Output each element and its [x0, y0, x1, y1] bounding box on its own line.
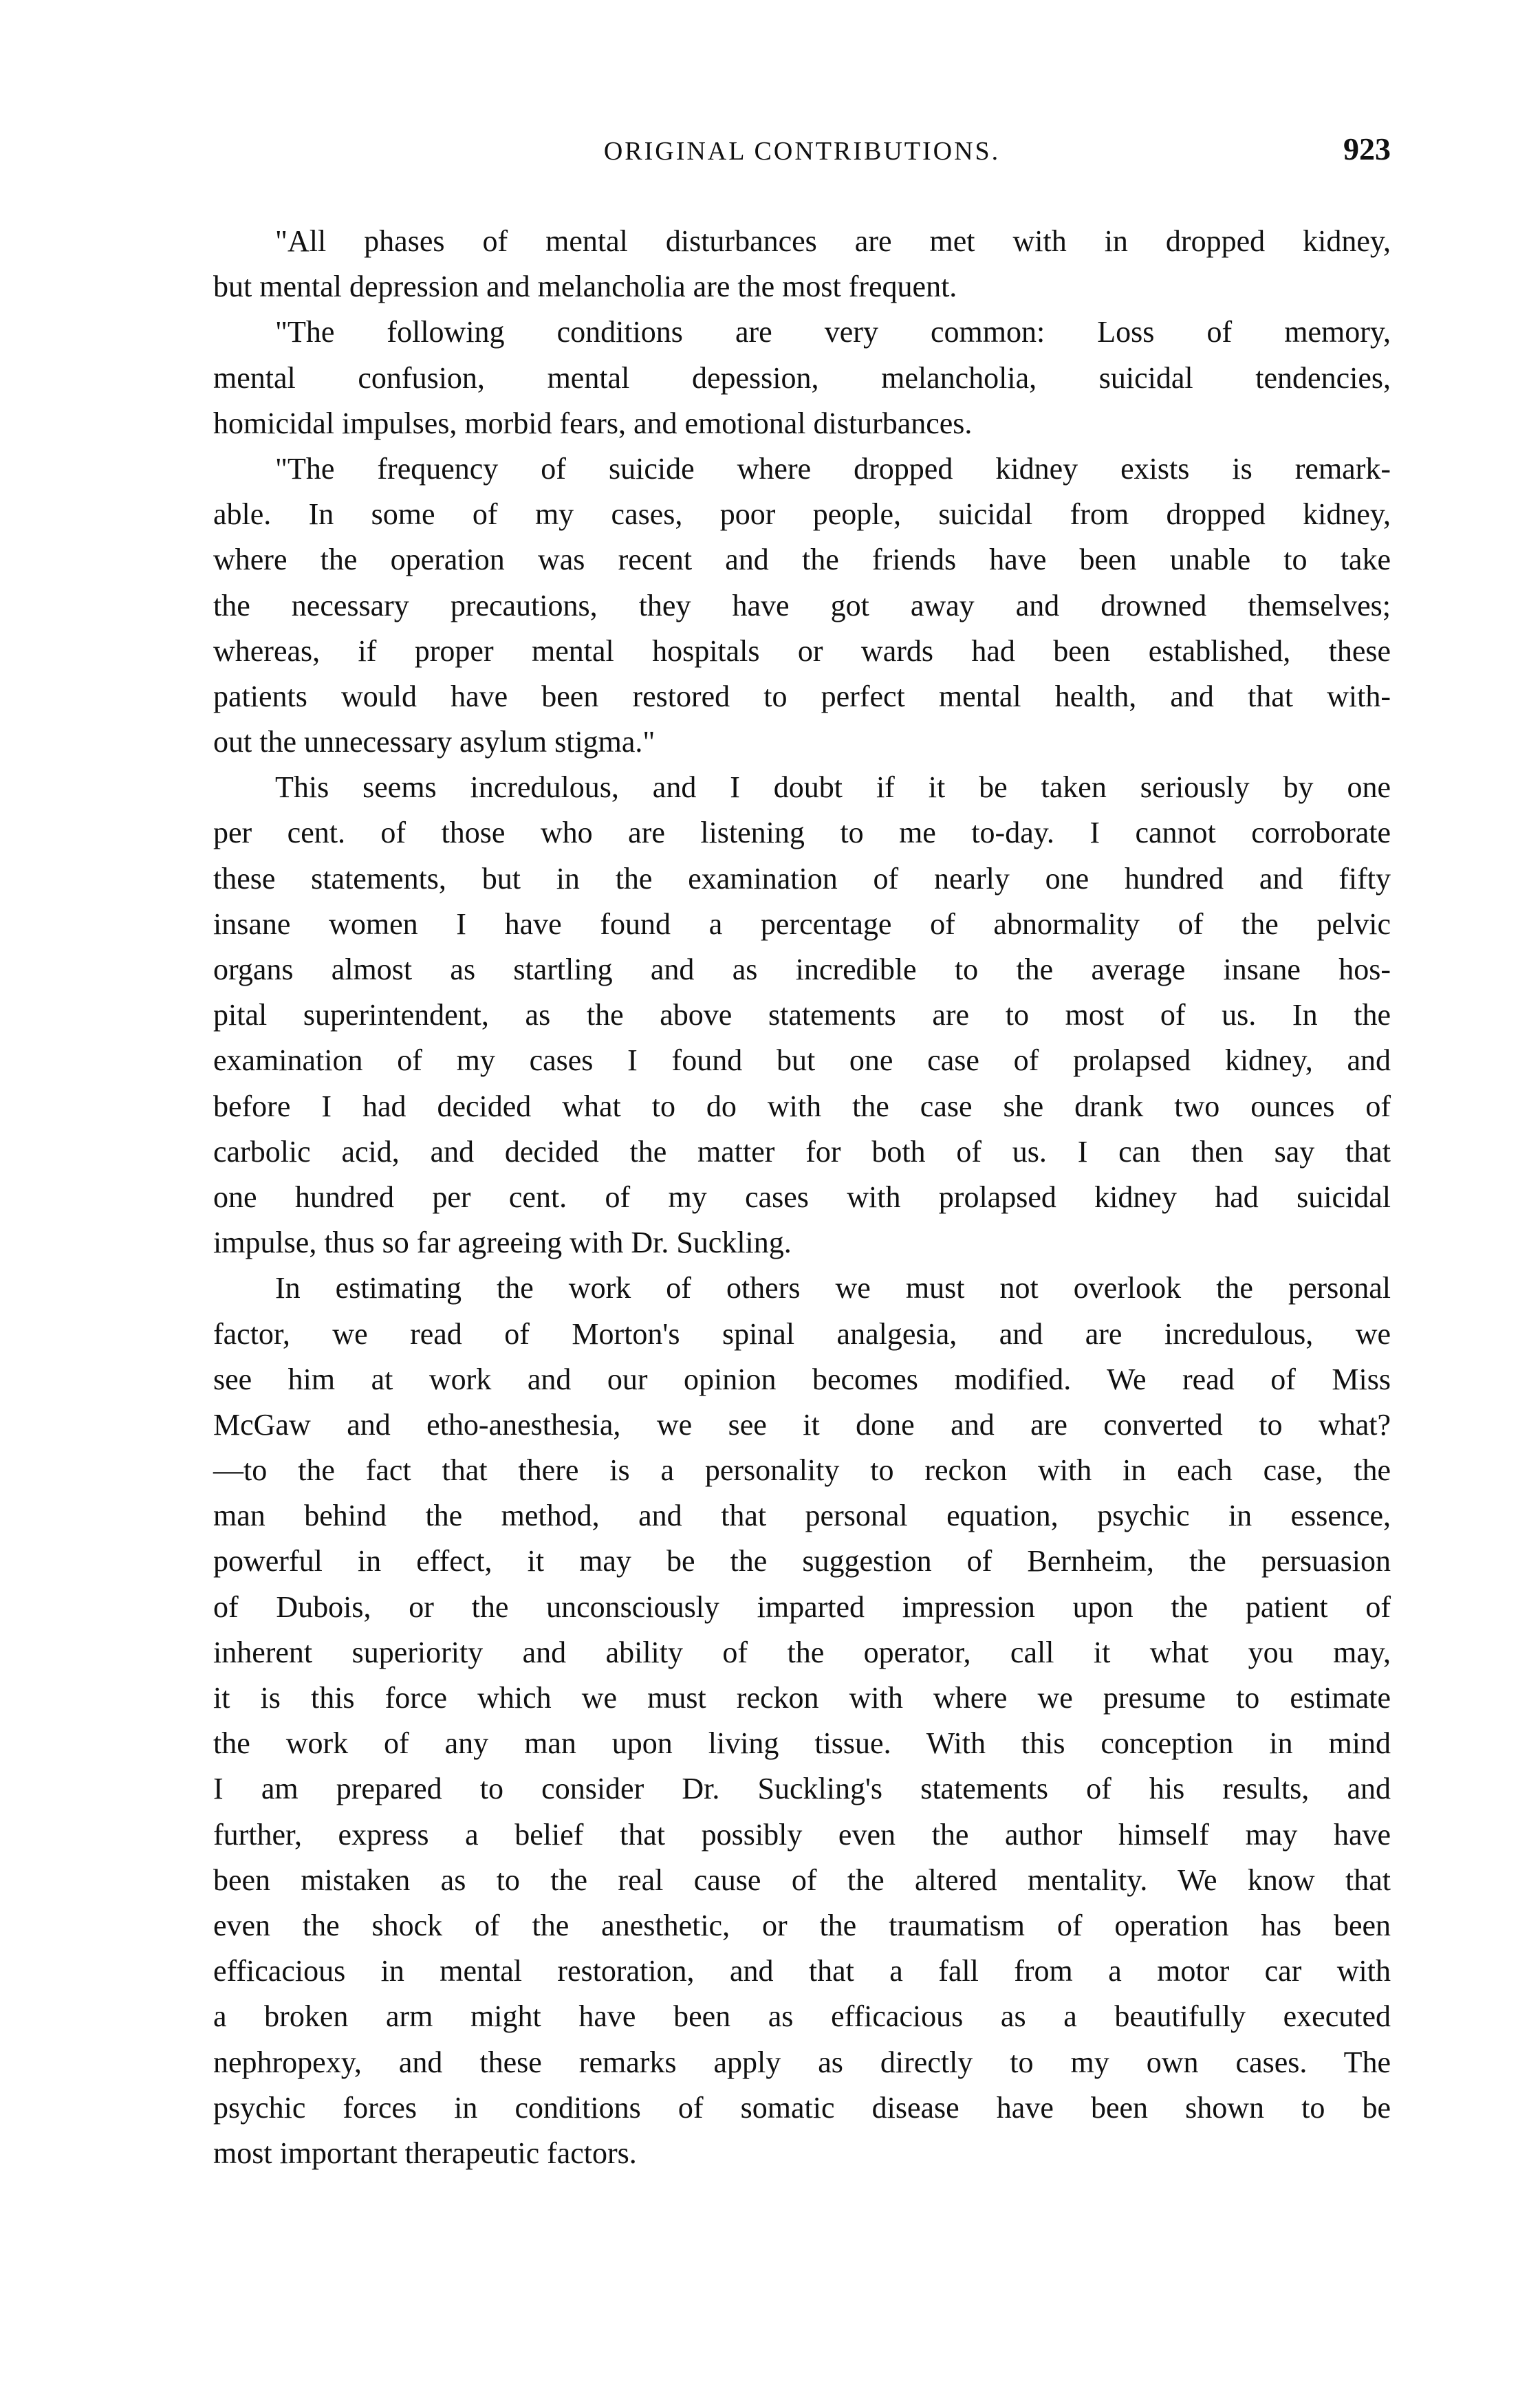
- text-line: homicidal impulses, morbid fears, and emotional disturbances.: [213, 406, 973, 440]
- text-line: factor, we read of Morton's spinal analgesia, and are incredulous, we: [213, 1316, 1391, 1351]
- text-line: of Dubois, or the unconsciously imparted impression upon the patient of: [213, 1589, 1391, 1624]
- text-line: able. In some of my cases, poor people, suicidal from dropped kidney,: [213, 497, 1391, 532]
- text-line: This seems incredulous, and I doubt if it be taken seriously by one: [275, 770, 1391, 805]
- text-line: most important therapeutic factors.: [213, 2136, 637, 2170]
- text-line: inherent superiority and ability of the operator, call it what you may,: [213, 1635, 1391, 1669]
- text-line: efficacious in mental restoration, and that a fall from a motor car with: [213, 1954, 1391, 1988]
- text-line: powerful in effect, it may be the suggestion of Bernheim, the persuasion: [213, 1544, 1391, 1578]
- text-line: impulse, thus so far agreeing with Dr. Suckling.: [213, 1226, 792, 1260]
- text-line: "All phases of mental disturbances are met with in dropped kidney,: [275, 224, 1391, 258]
- text-line: I am prepared to consider Dr. Suckling's statements of his results, and: [213, 1772, 1391, 1806]
- text-line: nephropexy, and these remarks apply as directly to my own cases. The: [213, 2045, 1391, 2079]
- text-line: but mental depression and melancholia are the most frequent.: [213, 270, 957, 304]
- paragraph: [213, 310, 1391, 446]
- paragraph: [213, 1266, 1391, 2176]
- text-line: McGaw and etho-anesthesia, we see it done and are converted to what?: [213, 1407, 1391, 1442]
- text-line: further, express a belief that possibly even the author himself may have: [213, 1817, 1391, 1852]
- text-line: these statements, but in the examination of nearly one hundred and fifty: [213, 861, 1391, 895]
- paragraph: [213, 446, 1391, 765]
- text-line: it is this force which we must reckon with where we presume to estimate: [213, 1681, 1391, 1715]
- paragraph: [213, 219, 1391, 310]
- text-line: examination of my cases I found but one case of prolapsed kidney, and: [213, 1043, 1391, 1078]
- text-line: In estimating the work of others we must not overlook the personal: [275, 1271, 1391, 1305]
- paragraph: [213, 765, 1391, 1266]
- text-line: the necessary precautions, they have got away and drowned themselves;: [213, 588, 1391, 622]
- text-line: patients would have been restored to perfect mental health, and that with-: [213, 679, 1391, 713]
- text-line: "The following conditions are very common: Loss of memory,: [275, 315, 1391, 349]
- text-line: pital superintendent, as the above statements are to most of us. In the: [213, 998, 1391, 1032]
- text-line: the work of any man upon living tissue. With this conception in mind: [213, 1726, 1391, 1761]
- text-line: per cent. of those who are listening to me to-day. I cannot corroborate: [213, 816, 1391, 850]
- text-line: man behind the method, and that personal equation, psychic in essence,: [213, 1499, 1391, 1533]
- text-line: where the operation was recent and the friends have been unable to take: [213, 543, 1391, 577]
- text-line: a broken arm might have been as efficacious as a beautifully executed: [213, 1999, 1391, 2034]
- text-line: one hundred per cent. of my cases with prolapsed kidney had suicidal: [213, 1180, 1391, 1214]
- text-line: whereas, if proper mental hospitals or wards had been established, these: [213, 633, 1391, 668]
- text-line: —to the fact that there is a personality to reckon with in each case, the: [213, 1453, 1391, 1488]
- text-line: see him at work and our opinion becomes modified. We read of Miss: [213, 1362, 1391, 1396]
- page-number: 923: [1343, 131, 1391, 166]
- text-line: mental confusion, mental depession, melancholia, suicidal tendencies,: [213, 360, 1391, 395]
- text-line: out the unnecessary asylum stigma.": [213, 725, 655, 759]
- text-line: organs almost as startling and as incredible to the average insane hos-: [213, 953, 1391, 986]
- running-header: [213, 131, 1391, 172]
- text-line: "The frequency of suicide where dropped kidney exists is remark-: [275, 451, 1391, 486]
- body-text: [213, 219, 1391, 2176]
- text-line: insane women I have found a percentage of abnormality of the pelvic: [213, 907, 1391, 941]
- text-line: even the shock of the anesthetic, or the traumatism of operation has been: [213, 1908, 1391, 1942]
- text-line: carbolic acid, and decided the matter for both of us. I can then say that: [213, 1134, 1391, 1169]
- text-line: been mistaken as to the real cause of the altered mentality. We know that: [213, 1863, 1391, 1897]
- running-title: ORIGINAL CONTRIBUTIONS.: [603, 137, 1001, 166]
- text-line: psychic forces in conditions of somatic disease have been shown to be: [213, 2090, 1391, 2125]
- text-line: before I had decided what to do with the case she drank two ounces of: [213, 1089, 1391, 1123]
